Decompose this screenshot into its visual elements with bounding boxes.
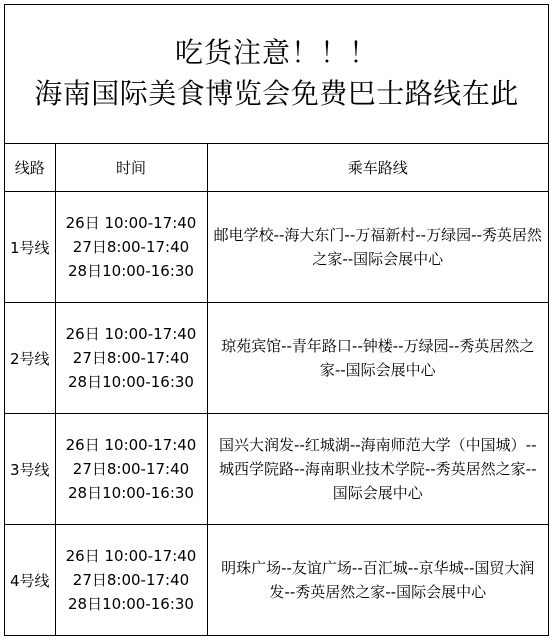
notice-title: 吃货注意！！！ xyxy=(174,36,378,69)
time-cell xyxy=(55,303,207,414)
time-day-26: 26日 10:00-17:40 xyxy=(65,325,197,343)
time-day-27: 27日8:00-17:40 xyxy=(72,238,190,256)
time-day-28: 28日10:00-16:30 xyxy=(68,595,194,613)
bus-route-table xyxy=(5,144,548,635)
table-row xyxy=(5,192,548,303)
time-day-27: 27日8:00-17:40 xyxy=(72,349,190,367)
column-header-line: 线路 xyxy=(5,144,55,192)
table-row xyxy=(5,525,548,636)
route-cell: 明珠广场--友谊广场--百汇城--京华城--国贸大润发--秀英居然之家--国际会展中心 xyxy=(207,525,548,636)
time-day-28: 28日10:00-16:30 xyxy=(68,373,194,391)
time-day-26: 26日 10:00-17:40 xyxy=(65,547,197,565)
line-name-cell: 4号线 xyxy=(5,525,55,636)
column-header-route: 乘车路线 xyxy=(207,144,548,192)
time-cell xyxy=(55,525,207,636)
bus-route-notice xyxy=(4,4,549,636)
time-day-26: 26日 10:00-17:40 xyxy=(65,436,197,454)
table-header-row xyxy=(5,144,548,192)
time-day-26: 26日 10:00-17:40 xyxy=(65,214,197,232)
time-day-27: 27日8:00-17:40 xyxy=(72,571,190,589)
time-day-28: 28日10:00-16:30 xyxy=(68,484,194,502)
time-day-27: 27日8:00-17:40 xyxy=(72,460,190,478)
route-cell: 国兴大润发--红城湖--海南师范大学（中国城）--城西学院路--海南职业技术学院--秀英居然之家--国际会展中心 xyxy=(207,414,548,525)
notice-header xyxy=(5,5,548,144)
route-cell: 琼苑宾馆--青年路口--钟楼--万绿园--秀英居然之家--国际会展中心 xyxy=(207,303,548,414)
table-row xyxy=(5,303,548,414)
time-day-28: 28日10:00-16:30 xyxy=(68,262,194,280)
line-name-cell: 2号线 xyxy=(5,303,55,414)
time-cell xyxy=(55,192,207,303)
line-name-cell: 1号线 xyxy=(5,192,55,303)
route-cell: 邮电学校--海大东门--万福新村--万绿园--秀英居然之家--国际会展中心 xyxy=(207,192,548,303)
table-row xyxy=(5,414,548,525)
line-name-cell: 3号线 xyxy=(5,414,55,525)
notice-subtitle: 海南国际美食博览会免费巴士路线在此 xyxy=(34,77,519,110)
column-header-time: 时间 xyxy=(55,144,207,192)
time-cell xyxy=(55,414,207,525)
